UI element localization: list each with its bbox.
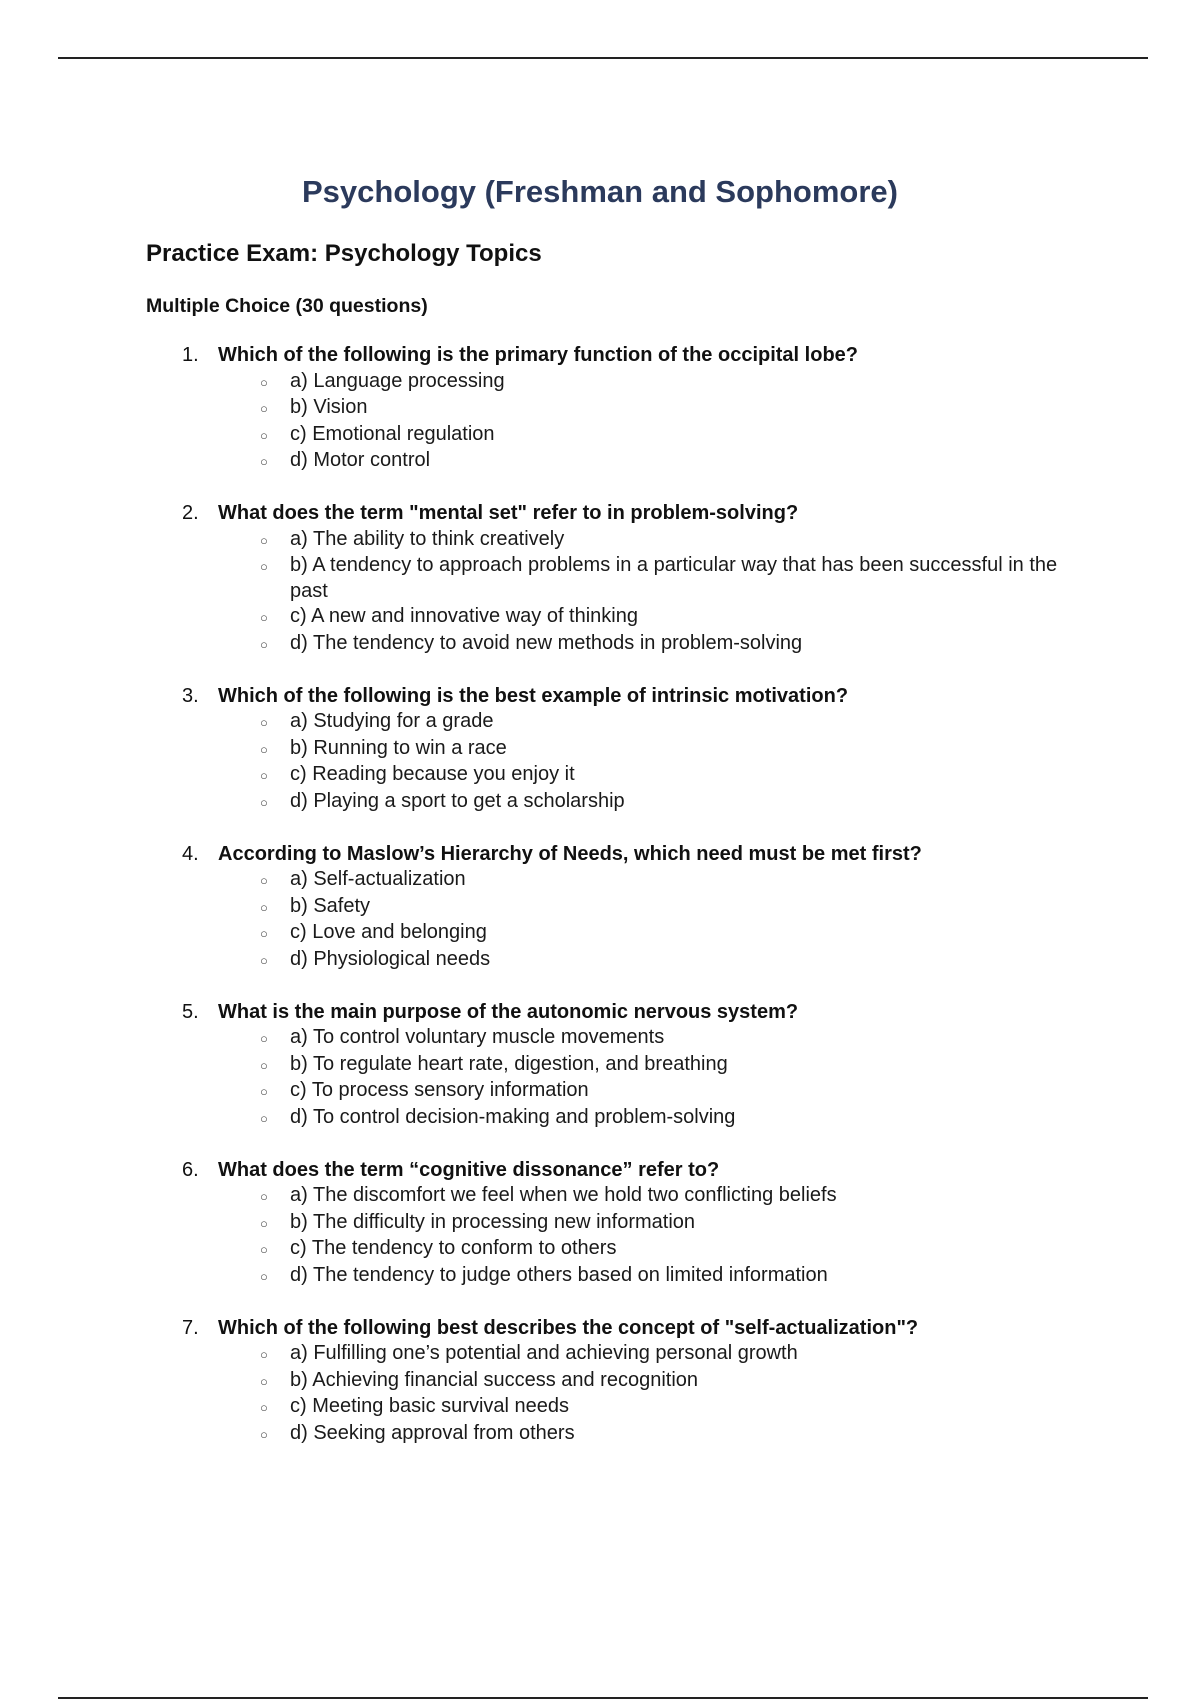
question-item (182, 1316, 1102, 1448)
question-number: 3. (182, 684, 199, 707)
question-item (182, 684, 1102, 816)
circle-bullet-icon: ○ (260, 1057, 268, 1073)
option-text: c) To process sensory information (290, 1079, 589, 1101)
circle-bullet-icon: ○ (260, 1242, 268, 1257)
circle-bullet-icon: ○ (260, 1215, 268, 1231)
answer-option (260, 1368, 1102, 1395)
question-text-line (182, 1316, 1102, 1342)
question-item (182, 343, 1102, 475)
question-text: What does the term "mental set" refer to in problem-solving? (218, 502, 799, 524)
question-number: 2. (182, 502, 199, 524)
option-text: b) Vision (290, 396, 368, 418)
circle-bullet-icon: ○ (260, 636, 268, 652)
answer-option (260, 448, 1102, 475)
question-number: 1. (182, 344, 199, 366)
answer-option (260, 631, 1102, 658)
circle-bullet-icon: ○ (260, 1426, 268, 1442)
option-text: b) A tendency to approach problems in a particular way that has been successful in the past (290, 554, 1058, 602)
circle-bullet-icon: ○ (260, 1189, 268, 1204)
option-text: c) Love and belonging (290, 921, 487, 943)
answer-option (260, 1105, 1102, 1132)
answer-option (260, 894, 1102, 921)
circle-bullet-icon: ○ (260, 952, 268, 968)
answer-option (260, 1052, 1102, 1079)
question-text: According to Maslow’s Hierarchy of Needs, which need must be met first? (218, 842, 922, 865)
circle-bullet-icon: ○ (260, 768, 268, 783)
option-text: b) To regulate heart rate, digestion, and breathing (290, 1052, 728, 1075)
answer-option (260, 920, 1102, 947)
option-text: a) Self-actualization (290, 868, 466, 890)
circle-bullet-icon: ○ (260, 899, 268, 915)
circle-bullet-icon: ○ (260, 1373, 268, 1389)
circle-bullet-icon: ○ (260, 715, 268, 730)
circle-bullet-icon: ○ (260, 1031, 268, 1046)
circle-bullet-icon: ○ (260, 374, 268, 390)
option-list (182, 527, 1102, 658)
option-text: c) The tendency to conform to others (290, 1237, 617, 1259)
answer-option (260, 553, 1102, 604)
option-text: c) Emotional regulation (290, 422, 495, 445)
question-text-line (182, 1158, 1102, 1184)
option-text: a) To control voluntary muscle movements (290, 1026, 665, 1048)
answer-option (260, 422, 1102, 449)
option-text: a) Language processing (290, 369, 505, 392)
answer-option (260, 395, 1102, 422)
answer-option (260, 1341, 1102, 1368)
answer-option (260, 709, 1102, 736)
option-list (182, 1025, 1102, 1131)
answer-option (260, 1078, 1102, 1105)
circle-bullet-icon: ○ (260, 1347, 268, 1362)
exam-subtitle: Practice Exam: Psychology Topics (146, 240, 542, 267)
question-text-line (182, 501, 1102, 527)
circle-bullet-icon: ○ (260, 741, 268, 757)
question-text-line (182, 343, 1102, 369)
question-text: What is the main purpose of the autonomic nervous system? (218, 1000, 799, 1023)
circle-bullet-icon: ○ (260, 427, 268, 443)
option-text: d) To control decision-making and problem-solving (290, 1105, 736, 1128)
option-text: c) A new and innovative way of thinking (290, 605, 638, 627)
option-list (182, 709, 1102, 815)
circle-bullet-icon: ○ (260, 873, 268, 888)
circle-bullet-icon: ○ (260, 1110, 268, 1126)
answer-option (260, 1236, 1102, 1263)
circle-bullet-icon: ○ (260, 559, 268, 574)
option-text: a) Fulfilling one’s potential and achieving personal growth (290, 1342, 798, 1364)
answer-option (260, 527, 1102, 554)
question-item (182, 1000, 1102, 1132)
option-text: b) Achieving financial success and recognition (290, 1368, 699, 1391)
circle-bullet-icon: ○ (260, 1084, 268, 1099)
option-text: c) Reading because you enjoy it (290, 763, 575, 785)
question-text-line (182, 1000, 1102, 1026)
question-text-line (182, 684, 1102, 710)
document-title: Psychology (Freshman and Sophomore) (302, 174, 898, 209)
option-list (182, 369, 1102, 475)
option-text: a) The ability to think creatively (290, 527, 565, 550)
option-text: d) Physiological needs (290, 947, 491, 970)
option-text: d) The tendency to avoid new methods in problem-solving (290, 631, 803, 654)
option-text: d) Seeking approval from others (290, 1421, 575, 1444)
question-number: 6. (182, 1158, 199, 1181)
option-text: b) Running to win a race (290, 736, 507, 759)
option-text: d) Motor control (290, 449, 431, 471)
answer-option (260, 1025, 1102, 1052)
question-number: 4. (182, 842, 199, 865)
answer-option (260, 1263, 1102, 1290)
circle-bullet-icon: ○ (260, 1400, 268, 1415)
question-item (182, 1158, 1102, 1290)
answer-option (260, 1394, 1102, 1421)
answer-option (260, 604, 1102, 631)
answer-option (260, 736, 1102, 763)
question-text: What does the term “cognitive dissonance” refer to? (218, 1158, 720, 1181)
answer-option (260, 1183, 1102, 1210)
answer-option (260, 1210, 1102, 1237)
option-text: d) The tendency to judge others based on limited information (290, 1263, 828, 1286)
footer-rule (58, 1697, 1148, 1699)
circle-bullet-icon: ○ (260, 610, 268, 625)
question-text: Which of the following is the best example of intrinsic motivation? (218, 684, 849, 707)
option-text: a) The discomfort we feel when we hold two conflicting beliefs (290, 1184, 837, 1206)
header-rule (58, 57, 1148, 59)
answer-option (260, 789, 1102, 816)
question-text-line (182, 842, 1102, 868)
option-list (182, 1183, 1102, 1289)
option-text: c) Meeting basic survival needs (290, 1395, 570, 1417)
answer-option (260, 369, 1102, 396)
option-text: a) Studying for a grade (290, 710, 494, 732)
question-item (182, 842, 1102, 974)
answer-option (260, 762, 1102, 789)
circle-bullet-icon: ○ (260, 1268, 268, 1284)
option-list (182, 1341, 1102, 1447)
option-list (182, 867, 1102, 973)
option-text: d) Playing a sport to get a scholarship (290, 789, 625, 812)
circle-bullet-icon: ○ (260, 926, 268, 941)
option-text: b) The difficulty in processing new information (290, 1210, 696, 1233)
question-number: 7. (182, 1316, 199, 1339)
question-item (182, 501, 1102, 657)
answer-option (260, 947, 1102, 974)
question-text: Which of the following best describes the concept of "self-actualization"? (218, 1316, 919, 1339)
option-text: b) Safety (290, 894, 371, 917)
circle-bullet-icon: ○ (260, 794, 268, 810)
answer-option (260, 867, 1102, 894)
circle-bullet-icon: ○ (260, 454, 268, 469)
circle-bullet-icon: ○ (260, 401, 268, 416)
circle-bullet-icon: ○ (260, 532, 268, 548)
question-number: 5. (182, 1000, 199, 1023)
question-list (182, 343, 1102, 1474)
answer-option (260, 1421, 1102, 1448)
section-heading: Multiple Choice (30 questions) (146, 295, 428, 317)
question-text: Which of the following is the primary function of the occipital lobe? (218, 344, 858, 366)
